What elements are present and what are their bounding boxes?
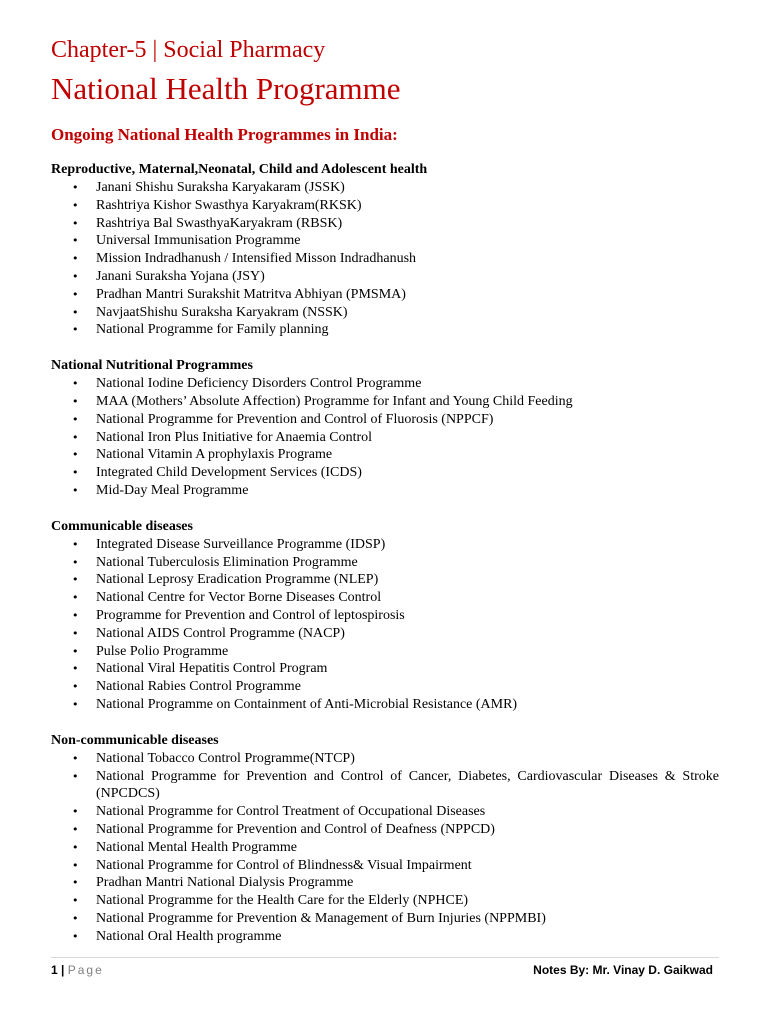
page-subtitle: Ongoing National Health Programmes in India: xyxy=(51,125,398,144)
list-item: • National Viral Hepatitis Control Program xyxy=(51,660,719,678)
list-item: • Janani Suraksha Yojana (JSY) xyxy=(51,268,719,286)
list-item: • National Tuberculosis Elimination Programme xyxy=(51,554,719,572)
list-item: • Mid-Day Meal Programme xyxy=(51,482,719,500)
section-heading: Non-communicable diseases xyxy=(51,732,219,748)
list-item: • MAA (Mothers’ Absolute Affection) Programme for Infant and Young Child Feeding xyxy=(51,393,719,411)
page-separator: | xyxy=(57,963,68,977)
footer-divider xyxy=(51,957,719,958)
list-item: • National Programme for Prevention & Management of Burn Injuries (NPPMBI) xyxy=(51,910,719,928)
page-number: 1 xyxy=(51,963,58,977)
list-item: • National Leprosy Eradication Programme (NLEP) xyxy=(51,571,719,589)
section-2 xyxy=(51,518,719,714)
section-1 xyxy=(51,357,719,500)
list-item: • National Programme for the Health Care for the Elderly (NPHCE) xyxy=(51,892,719,910)
list-item: • NavjaatShishu Suraksha Karyakram (NSSK) xyxy=(51,304,719,322)
author-credit: Notes By: Mr. Vinay D. Gaikwad xyxy=(533,963,713,977)
list-item: • National Oral Health programme xyxy=(51,928,719,946)
list-item: • National Programme on Containment of Anti-Microbial Resistance (AMR) xyxy=(51,696,719,714)
list-item: • National Rabies Control Programme xyxy=(51,678,719,696)
list-item: • Pradhan Mantri Surakshit Matritva Abhiyan (PMSMA) xyxy=(51,286,719,304)
list-item: • Integrated Child Development Services (ICDS) xyxy=(51,464,719,482)
bullet-list xyxy=(51,375,719,500)
list-item: • National Programme for Prevention and Control of Fluorosis (NPPCF) xyxy=(51,411,719,429)
page-word: Page xyxy=(67,963,104,977)
bullet-list xyxy=(51,536,719,714)
list-item: • National Programme for Control Treatment of Occupational Diseases xyxy=(51,803,719,821)
list-item: • National Programme for Family planning xyxy=(51,321,719,339)
section-3 xyxy=(51,732,719,946)
list-item: • National Iron Plus Initiative for Anaemia Control xyxy=(51,429,719,447)
list-item: • Janani Shishu Suraksha Karyakaram (JSSK) xyxy=(51,179,719,197)
list-item: • National Programme for Prevention and Control of Deafness (NPPCD) xyxy=(51,821,719,839)
list-item: • Rashtriya Kishor Swasthya Karyakram(RKSK) xyxy=(51,197,719,215)
section-heading: National Nutritional Programmes xyxy=(51,358,253,374)
list-item: • Mission Indradhanush / Intensified Misson Indradhanush xyxy=(51,250,719,268)
section-heading: Reproductive, Maternal,Neonatal, Child and Adolescent health xyxy=(51,162,428,177)
bullet-list xyxy=(51,750,719,946)
page-number-block xyxy=(51,961,104,979)
list-item: • National Iodine Deficiency Disorders Control Programme xyxy=(51,375,719,393)
list-item: • Rashtriya Bal SwasthyaKaryakram (RBSK) xyxy=(51,215,719,233)
programme-list xyxy=(51,161,719,963)
list-item: • National Tobacco Control Programme(NTCP) xyxy=(51,750,719,768)
list-item: • National Programme for Control of Blindness& Visual Impairment xyxy=(51,857,719,875)
list-item: • Pradhan Mantri National Dialysis Programme xyxy=(51,874,719,892)
list-item: • Pulse Polio Programme xyxy=(51,643,719,661)
page-footer xyxy=(51,961,719,979)
list-item: • Integrated Disease Surveillance Programme (IDSP) xyxy=(51,536,719,554)
list-item: • National Centre for Vector Borne Diseases Control xyxy=(51,589,719,607)
chapter-heading: Chapter-5 | Social Pharmacy xyxy=(51,37,326,63)
bullet-list xyxy=(51,179,719,339)
list-item: • National Mental Health Programme xyxy=(51,839,719,857)
list-item: • National AIDS Control Programme (NACP) xyxy=(51,625,719,643)
list-item: • National Programme for Prevention and Control of Cancer, Diabetes, Cardiovascular Diseases & Stroke (NPCDCS) xyxy=(51,768,719,804)
page-title: National Health Programme xyxy=(51,71,401,106)
section-0 xyxy=(51,161,719,339)
section-heading: Communicable diseases xyxy=(51,518,193,534)
list-item: • National Vitamin A prophylaxis Programe xyxy=(51,446,719,464)
list-item: • Universal Immunisation Programme xyxy=(51,232,719,250)
list-item: • Programme for Prevention and Control of leptospirosis xyxy=(51,607,719,625)
